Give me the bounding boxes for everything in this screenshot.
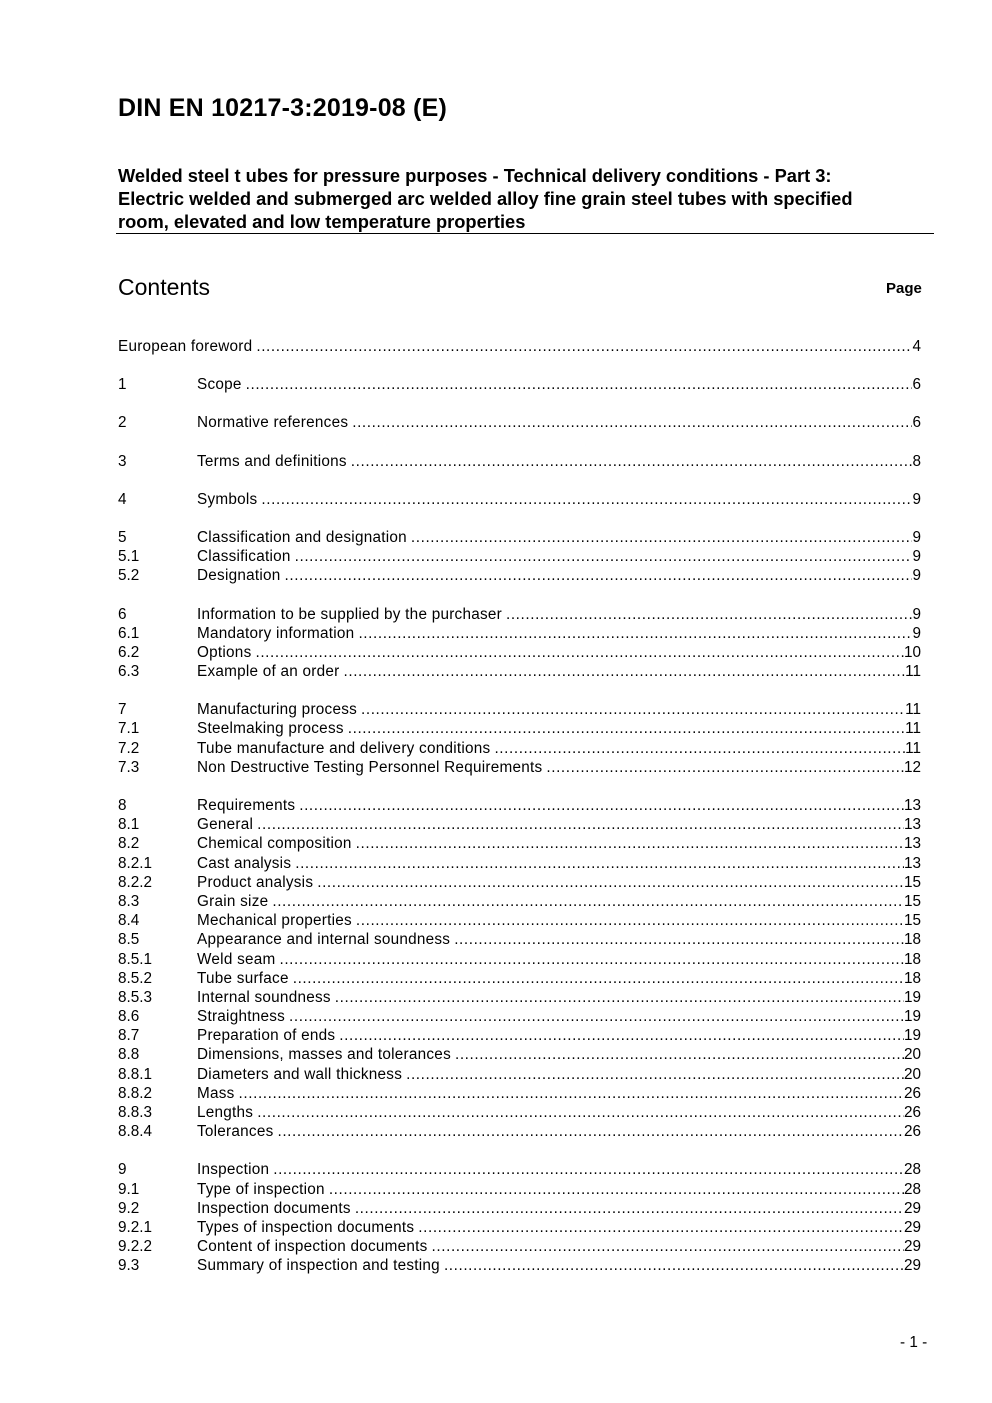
toc-entry-title: General [197,816,254,834]
toc-entry-title: Preparation of ends [197,1027,336,1045]
toc-entry-page: 9 [912,528,921,546]
toc-entry-title: Summary of inspection and testing [197,1257,440,1275]
toc-entry-number: 5.1 [118,548,140,566]
toc-entry-page: 18 [903,969,921,987]
toc-entry-title: Information to be supplied by the purchaser [197,605,502,623]
page-number: - 1 - [900,1334,928,1351]
toc-entry-page: 29 [903,1238,921,1256]
toc-leader-dots [246,375,913,394]
toc-entry-page: 26 [903,1104,921,1121]
toc-entry-page: 29 [903,1257,921,1275]
toc-entry-title: Options [197,643,252,661]
toc-entry-number: 8.5 [118,931,140,949]
toc-entry-page: 4 [912,338,921,355]
toc-entry-page: 19 [903,1008,921,1026]
toc-entry-foreword[interactable] [118,337,921,356]
toc-entry[interactable] [118,988,921,1007]
toc-entry-page: 19 [903,988,921,1006]
toc-leader-dots [418,1218,904,1237]
toc-entry-number: 7.2 [118,739,140,757]
toc-entry-number: 9.3 [118,1257,140,1275]
toc-entry[interactable] [118,1007,921,1026]
title-rule [116,233,934,234]
toc-entry-page: 13 [903,797,921,814]
toc-entry-number: 5.2 [118,567,140,585]
toc-entry-title: Requirements [197,797,296,814]
toc-entry-page: 13 [903,835,921,853]
toc-entry-title: Classification and designation [197,528,407,546]
toc-entry-title: Lengths [197,1104,254,1121]
toc-entry[interactable] [118,930,921,949]
document-title [118,164,934,233]
toc-entry[interactable] [118,700,921,719]
toc-entry-page: 15 [903,912,921,930]
toc-leader-dots [279,950,904,969]
toc-entry-number: 8.3 [118,892,140,910]
toc-leader-dots [272,892,904,911]
toc-entry-page: 13 [903,854,921,872]
toc-entry-title: Tube surface [197,969,289,987]
toc-entry-title: Dimensions, masses and tolerances [197,1046,451,1064]
toc-entry-number: 8.8.2 [118,1084,153,1102]
toc-entry-title: Steelmaking process [197,720,344,738]
toc-entry-page: 11 [905,720,921,738]
title-line: Electric welded and submerged arc welded alloy fine grain steel tubes with specified [118,188,853,209]
toc-entry[interactable] [118,490,921,509]
toc-entry-title: Mechanical properties [197,912,352,930]
toc-entry[interactable] [118,605,921,624]
contents-heading: Contents [118,274,211,300]
toc-entry-number: 9.2.1 [118,1218,153,1236]
toc-entry-title: Tolerances [197,1123,274,1141]
toc-leader-dots [406,1065,904,1084]
toc-leader-dots [348,719,905,738]
toc-entry-number: 8.6 [118,1008,140,1026]
document-id: DIN EN 10217-3:2019-08 (E) [118,94,447,122]
toc-entry[interactable] [118,834,921,853]
toc-leader-dots [411,528,913,547]
toc-entry-page: 29 [903,1199,921,1217]
toc-leader-dots [285,566,913,585]
toc-entry[interactable] [118,452,921,471]
toc-entry-page: 11 [905,663,921,681]
toc-entry-title: Tube manufacture and delivery conditions [197,739,491,757]
toc-entry-number: 5 [118,528,127,546]
toc-leader-dots [356,911,904,930]
toc-entry-number: 2 [118,414,127,432]
toc-entry-title: Weld seam [197,950,276,968]
toc-entry-title: Grain size [197,892,269,910]
toc-entry-title: Appearance and internal soundness [197,931,451,949]
toc-entry[interactable] [118,528,921,547]
toc-entry-page: 15 [903,892,921,910]
toc-entry-page: 18 [903,950,921,968]
toc-entry-page: 13 [903,816,921,834]
toc-entry[interactable] [118,1026,921,1045]
toc-leader-dots [335,988,904,1007]
toc-entry-number: 9.1 [118,1180,140,1198]
toc-entry[interactable] [118,1122,921,1141]
toc-entry[interactable] [118,796,921,815]
toc-entry-title: Mass [197,1084,235,1102]
toc-entry-number: 8.1 [118,816,140,834]
toc-leader-dots [277,1122,904,1141]
toc-entry-title: Type of inspection [197,1180,325,1198]
toc-entry-number: 9 [118,1161,127,1179]
toc-entry[interactable] [118,1065,921,1084]
toc-entry-title: Designation [197,567,281,585]
title-line: Welded steel t ubes for pressure purposes - Technical delivery conditions - Part 3: [118,165,832,186]
toc-leader-dots [293,969,904,988]
toc-entry[interactable] [118,1160,921,1179]
toc-leader-dots [256,337,912,356]
toc-entry-title: Example of an order [197,663,340,681]
toc-entry-number: 8.5.3 [118,988,153,1006]
toc-leader-dots [351,452,913,471]
toc-entry-title: Internal soundness [197,988,331,1006]
toc-entry-page: 12 [903,758,921,776]
toc-entry-page: 10 [903,643,921,661]
toc-entry-number: 7.3 [118,758,140,776]
toc-entry[interactable] [118,911,921,930]
toc-entry[interactable] [118,719,921,738]
toc-entry[interactable] [118,1103,921,1122]
toc-entry-title: Inspection [197,1161,270,1179]
toc-entry-number: 8.2.1 [118,854,153,872]
toc-entry[interactable] [118,1084,921,1103]
toc-entry[interactable] [118,758,921,777]
toc-entry-page: 20 [903,1046,921,1064]
toc-entry-number: 8.2.2 [118,873,153,891]
toc-entry-title: Cast analysis [197,854,292,872]
toc-entry-title: Diameters and wall thickness [197,1065,403,1083]
toc-leader-dots [358,624,912,643]
toc-entry-page: 9 [912,624,921,642]
toc-leader-dots [295,854,904,873]
toc-entry-page: 26 [903,1123,921,1141]
toc-entry[interactable] [118,873,921,892]
toc-entry[interactable] [118,1045,921,1064]
toc-entry-number: 3 [118,452,127,470]
toc-entry-title: European foreword [118,338,253,355]
toc-entry[interactable] [118,1180,921,1199]
toc-entry[interactable] [118,566,921,585]
toc-leader-dots [454,930,904,949]
toc-leader-dots [317,873,904,892]
toc-entry[interactable] [118,1218,921,1237]
toc-entry[interactable] [118,375,921,394]
toc-leader-dots [344,662,906,681]
toc-entry-number: 8.5.2 [118,969,153,987]
toc-entry-title: Non Destructive Testing Personnel Requirements [197,758,543,776]
toc-entry-number: 7 [118,701,127,719]
toc-entry[interactable] [118,1237,921,1256]
toc-leader-dots [257,1103,904,1122]
toc-entry-page: 18 [903,931,921,949]
toc-leader-dots [261,490,912,509]
toc-entry[interactable] [118,1199,921,1218]
toc-entry-title: Chemical composition [197,835,352,853]
toc-leader-dots [355,1199,904,1218]
toc-entry-number: 8.5.1 [118,950,153,968]
toc-entry-title: Manufacturing process [197,701,357,719]
toc-entry-number: 8.2 [118,835,140,853]
toc-entry[interactable] [118,547,921,566]
toc-entry-number: 7.1 [118,720,140,738]
toc-entry-number: 1 [118,376,127,394]
toc-entry-page: 15 [903,873,921,891]
toc-leader-dots [356,834,904,853]
toc-entry-title: Classification [197,548,291,566]
toc-entry-page: 11 [905,701,921,719]
toc-leader-dots [546,758,904,777]
toc-entry-title: Terms and definitions [197,452,347,470]
toc-entry[interactable] [118,815,921,834]
toc-entry[interactable] [118,662,921,681]
toc-entry-title: Types of inspection documents [197,1218,415,1236]
toc-leader-dots [329,1180,904,1199]
toc-entry[interactable] [118,1256,921,1275]
toc-entry-number: 6.3 [118,663,140,681]
toc-entry-page: 8 [912,452,921,470]
toc-entry-title: Straightness [197,1008,286,1026]
toc-leader-dots [255,643,904,662]
toc-leader-dots [299,796,904,815]
toc-entry[interactable] [118,969,921,988]
toc-entry-page: 29 [903,1218,921,1236]
toc-entry[interactable] [118,739,921,758]
toc-entry-page: 9 [912,490,921,508]
title-line: room, elevated and low temperature properties [118,211,526,232]
toc-entry-title: Scope [197,376,242,394]
toc-entry-title: Inspection documents [197,1199,351,1217]
toc-leader-dots [455,1045,904,1064]
toc-entry-title: Mandatory information [197,624,355,642]
toc-entry-page: 6 [912,376,921,394]
toc-leader-dots [352,413,912,432]
toc-entry-page: 6 [912,414,921,432]
toc-leader-dots [361,700,905,719]
toc-entry-page: 11 [905,739,921,757]
page-column-label: Page [886,280,922,297]
toc-entry-number: 6 [118,605,127,623]
toc-entry-page: 20 [903,1065,921,1083]
toc-leader-dots [295,547,913,566]
toc-entry-number: 9.2 [118,1199,140,1217]
toc-entry[interactable] [118,854,921,873]
toc-leader-dots [273,1160,904,1179]
toc-entry-number: 6.1 [118,624,140,642]
toc-entry-number: 8 [118,797,127,814]
toc-entry-page: 9 [912,567,921,585]
toc-entry-number: 8.8.3 [118,1104,153,1121]
toc-entry-number: 8.8.1 [118,1065,153,1083]
toc-entry-title: Content of inspection documents [197,1238,428,1256]
toc-leader-dots [432,1237,904,1256]
toc-entry[interactable] [118,892,921,911]
toc-entry-number: 4 [118,490,127,508]
toc-entry-page: 28 [903,1161,921,1179]
toc-entry-number: 9.2.2 [118,1238,153,1256]
toc-entry-page: 28 [903,1180,921,1198]
toc-leader-dots [339,1026,904,1045]
toc-leader-dots [494,739,905,758]
toc-entry[interactable] [118,624,921,643]
toc-entry-number: 8.4 [118,912,140,930]
toc-leader-dots [444,1256,904,1275]
toc-entry-title: Normative references [197,414,349,432]
table-of-contents [118,337,921,1276]
toc-leader-dots [239,1084,904,1103]
toc-entry-title: Symbols [197,490,258,508]
toc-entry[interactable] [118,413,921,432]
toc-entry-number: 8.8 [118,1046,140,1064]
toc-entry-page: 26 [903,1084,921,1102]
toc-leader-dots [257,815,904,834]
toc-entry-number: 8.8.4 [118,1123,153,1141]
toc-entry[interactable] [118,643,921,662]
toc-entry-number: 8.7 [118,1027,140,1045]
toc-leader-dots [289,1007,904,1026]
toc-entry-page: 19 [903,1027,921,1045]
toc-entry[interactable] [118,950,921,969]
toc-leader-dots [506,605,913,624]
toc-entry-page: 9 [912,605,921,623]
toc-entry-title: Product analysis [197,873,314,891]
toc-entry-page: 9 [912,548,921,566]
toc-entry-number: 6.2 [118,643,140,661]
